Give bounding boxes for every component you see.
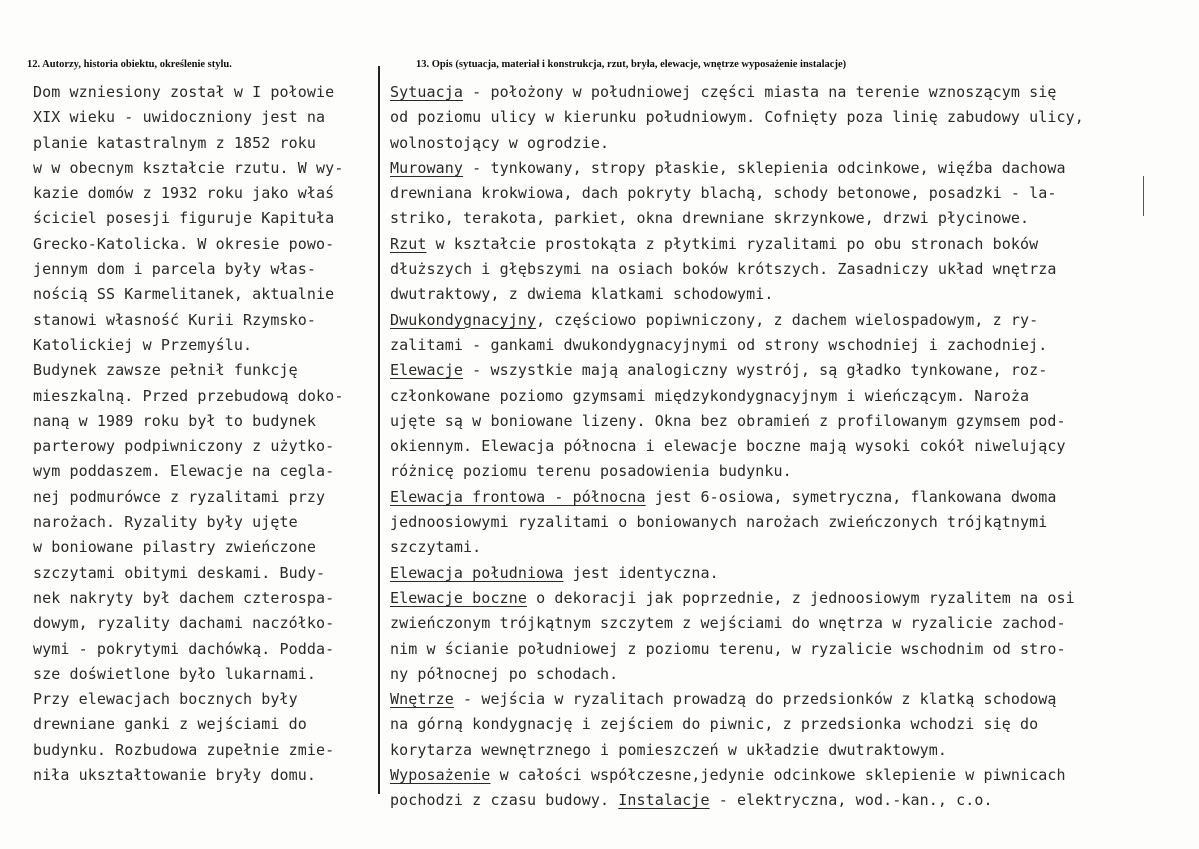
line-text: w całości współczesne,jedynie odcinkowe sklepienie w piwnicach [490,766,1066,785]
description-text-line [390,611,1180,636]
history-text-line: szczytami obitymi deskami. Budy- [33,563,326,582]
section-heading: Sytuacja [390,83,464,101]
description-text-line [390,409,1180,434]
section-13-header: 13. Opis (sytuacja, materiał i konstrukcja, rzut, bryła, elewacje, wnętrze wyposażenie instalacje) [416,59,847,70]
description-text-line [390,788,1180,813]
description-text-line [390,282,1180,307]
column-divider [378,66,380,794]
description-text-line [390,586,1180,611]
history-text-line: stanowi własność Kurii Rzymsko- [33,310,317,329]
description-text-line [390,459,1180,484]
line-text: dwutraktowy, z dwiema klatkami schodowymi. [390,285,774,304]
description-text-line [390,712,1180,737]
section-heading: Elewacja frontowa - północna [390,487,646,506]
description-text-line [390,485,1180,510]
history-text-line: mieszkalną. Przed przebudową doko- [33,386,344,405]
line-text: ny północnej po schodach. [390,664,619,683]
description-text-line [390,131,1180,156]
history-text-line: niła ukształtowanie bryły domu. [33,766,317,785]
description-text-line [390,434,1180,459]
description-text-line [390,80,1180,105]
line-text: ujęte są w boniowane lizeny. Okna bez obramień z profilowanym gzymsem pod- [390,411,1066,430]
history-text-line: w w obecnym kształcie rzutu. W wy- [33,158,344,177]
history-text-line: ściciel posesji figuruje Kapituła [33,209,335,228]
history-text-line: w boniowane pilastry zwieńczone [33,538,317,557]
line-text: zalitami - gankami dwukondygnacyjnymi od strony wschodniej i zachodniej. [390,335,1048,354]
line-text: jednoosiowymi ryzalitami o boniowanych narożach zwieńczonych trójkątnymi [390,513,1048,532]
description-text-line [390,662,1180,687]
history-text-line: nek nakryty był dachem czterospa- [33,588,335,607]
history-text-line: planie katastralnym z 1852 roku [33,133,317,152]
line-text: członkowane poziomo gzymsami międzykondygnacyjnym i wieńczącym. Naroża [390,386,1030,405]
description-text-line [390,105,1180,130]
history-text-line: XIX wieku - uwidoczniony jest na [33,108,326,127]
line-text: dłuższych i głębszymi na osiach boków krótszych. Zasadniczy układ wnętrza [390,260,1057,279]
section-heading: Instalacje [618,791,710,810]
history-text-line: narożach. Ryzality były ujęte [33,513,298,532]
description-text-line [390,257,1180,282]
section-heading: Wnętrze [390,690,454,709]
line-text: - elektryczna, wod.-kan., c.o. [709,791,993,810]
history-text-line: Katolickiej w Przemyślu. [33,335,253,354]
history-text-line: jennym dom i parcela były włas- [33,260,317,279]
history-text-line: wym poddaszem. Elewacje na cegla- [33,462,335,481]
section-heading: Elewacje boczne [390,588,527,607]
line-text: striko, terakota, parkiet, okna drewniane skrzynkowe, drzwi płycinowe. [390,209,1030,228]
history-text-line: sze doświetlone było lukarnami. [33,664,317,683]
section-heading: Murowany [390,158,464,177]
description-text-line [390,561,1180,586]
line-text: pochodzi z czasu budowy. [390,791,619,810]
line-text: - położony w południowej części miasta na terenie wznoszącym się [463,83,1057,101]
line-text: drewniana krokwiowa, dach pokryty blachą, schody betonowe, posadzki - la- [390,184,1057,203]
history-text-line: Przy elewacjach bocznych były [33,690,298,709]
history-text-line: parterowy podpiwniczony z użytko- [33,437,335,456]
history-text-line: nej podmurówce z ryzalitami przy [33,487,326,506]
history-text-line: budynku. Rozbudowa zupełnie zmie- [33,740,335,759]
section-heading: Dwukondygnacyjny [390,310,537,329]
description-text-line [390,637,1180,662]
line-text: zwieńczonym trójkątnym szczytem z wejściami do wnętrza w ryzalicie zachod- [390,614,1066,633]
section-heading: Elewacje [390,361,464,380]
history-text-line: nością SS Karmelitanek, aktualnie [33,285,335,304]
history-text-line: kazie domów z 1932 roku jako właś [33,184,335,203]
history-text-line: wymi - pokrytymi dachówką. Podda- [33,639,335,658]
description-text-line [390,510,1180,535]
line-text: jest identyczna. [563,563,719,582]
line-text: szczytami. [390,538,482,557]
description-text-line [390,738,1180,763]
description-text-line [390,206,1180,231]
line-text: - tynkowany, stropy płaskie, sklepienia odcinkowe, więźba dachowa [463,158,1066,177]
line-text: nim w ścianie południowej z poziomu terenu, w ryzalicie wschodnim od stro- [390,639,1066,658]
section-heading: Wyposażenie [390,766,491,785]
line-text: na górną kondygnację i zejściem do piwnic, z przedsionka wchodzi się do [390,715,1039,734]
section-heading: Rzut [390,234,427,253]
history-text-line: Grecko-Katolicka. W okresie powo- [33,234,335,253]
history-text-line: dowym, ryzality dachami naczółko- [33,614,335,633]
line-text: - wszystkie mają analogiczny wystrój, są gładko tynkowane, roz- [463,361,1048,380]
description-text-line [390,384,1180,409]
line-text: korytarza wewnętrznego i pomieszczeń w układzie dwutraktowym. [390,740,947,759]
line-text: wolnostojący w ogrodzie. [390,133,610,152]
history-text-line: Dom wzniesiony został w I połowie [33,83,335,101]
description-text-column [390,80,1180,814]
line-text: w kształcie prostokąta z płytkimi ryzalitami po obu stronach boków [426,234,1039,253]
history-text-column [33,80,378,788]
section-heading: Elewacja południowa [390,563,564,582]
history-text-line: Budynek zawsze pełnił funkcję [33,361,298,380]
description-text-line [390,333,1180,358]
line-text: od poziomu ulicy w kierunku południowym. Cofnięty poza linię zabudowy ulicy, [390,108,1084,127]
description-text-line [390,763,1180,788]
history-text-line: naną w 1989 roku był to budynek [33,411,317,430]
history-text-line: drewniane ganki z wejściami do [33,715,307,734]
description-text-line [390,308,1180,333]
line-text: różnicę poziomu terenu posadowienia budynku. [390,462,792,481]
line-text: jest 6-osiowa, symetryczna, flankowana dwoma [645,487,1057,506]
line-text: okiennym. Elewacja północna i elewacje boczne mają wysoki cokół niwelujący [390,437,1066,456]
description-text-line [390,358,1180,383]
description-text-line [390,181,1180,206]
description-text-line [390,687,1180,712]
line-text: , częściowo popiwniczony, z dachem wielospadowym, z ry- [536,310,1039,329]
description-text-line [390,232,1180,257]
description-text-line [390,535,1180,560]
line-text: - wejścia w ryzalitach prowadzą do przedsionków z klatką schodową [453,690,1057,709]
description-text-line [390,156,1180,181]
line-text: o dekoracji jak poprzednie, z jednoosiowym ryzalitem na osi [526,588,1075,607]
section-12-header: 12. Autorzy, historia obiektu, określenie stylu. [27,59,232,70]
